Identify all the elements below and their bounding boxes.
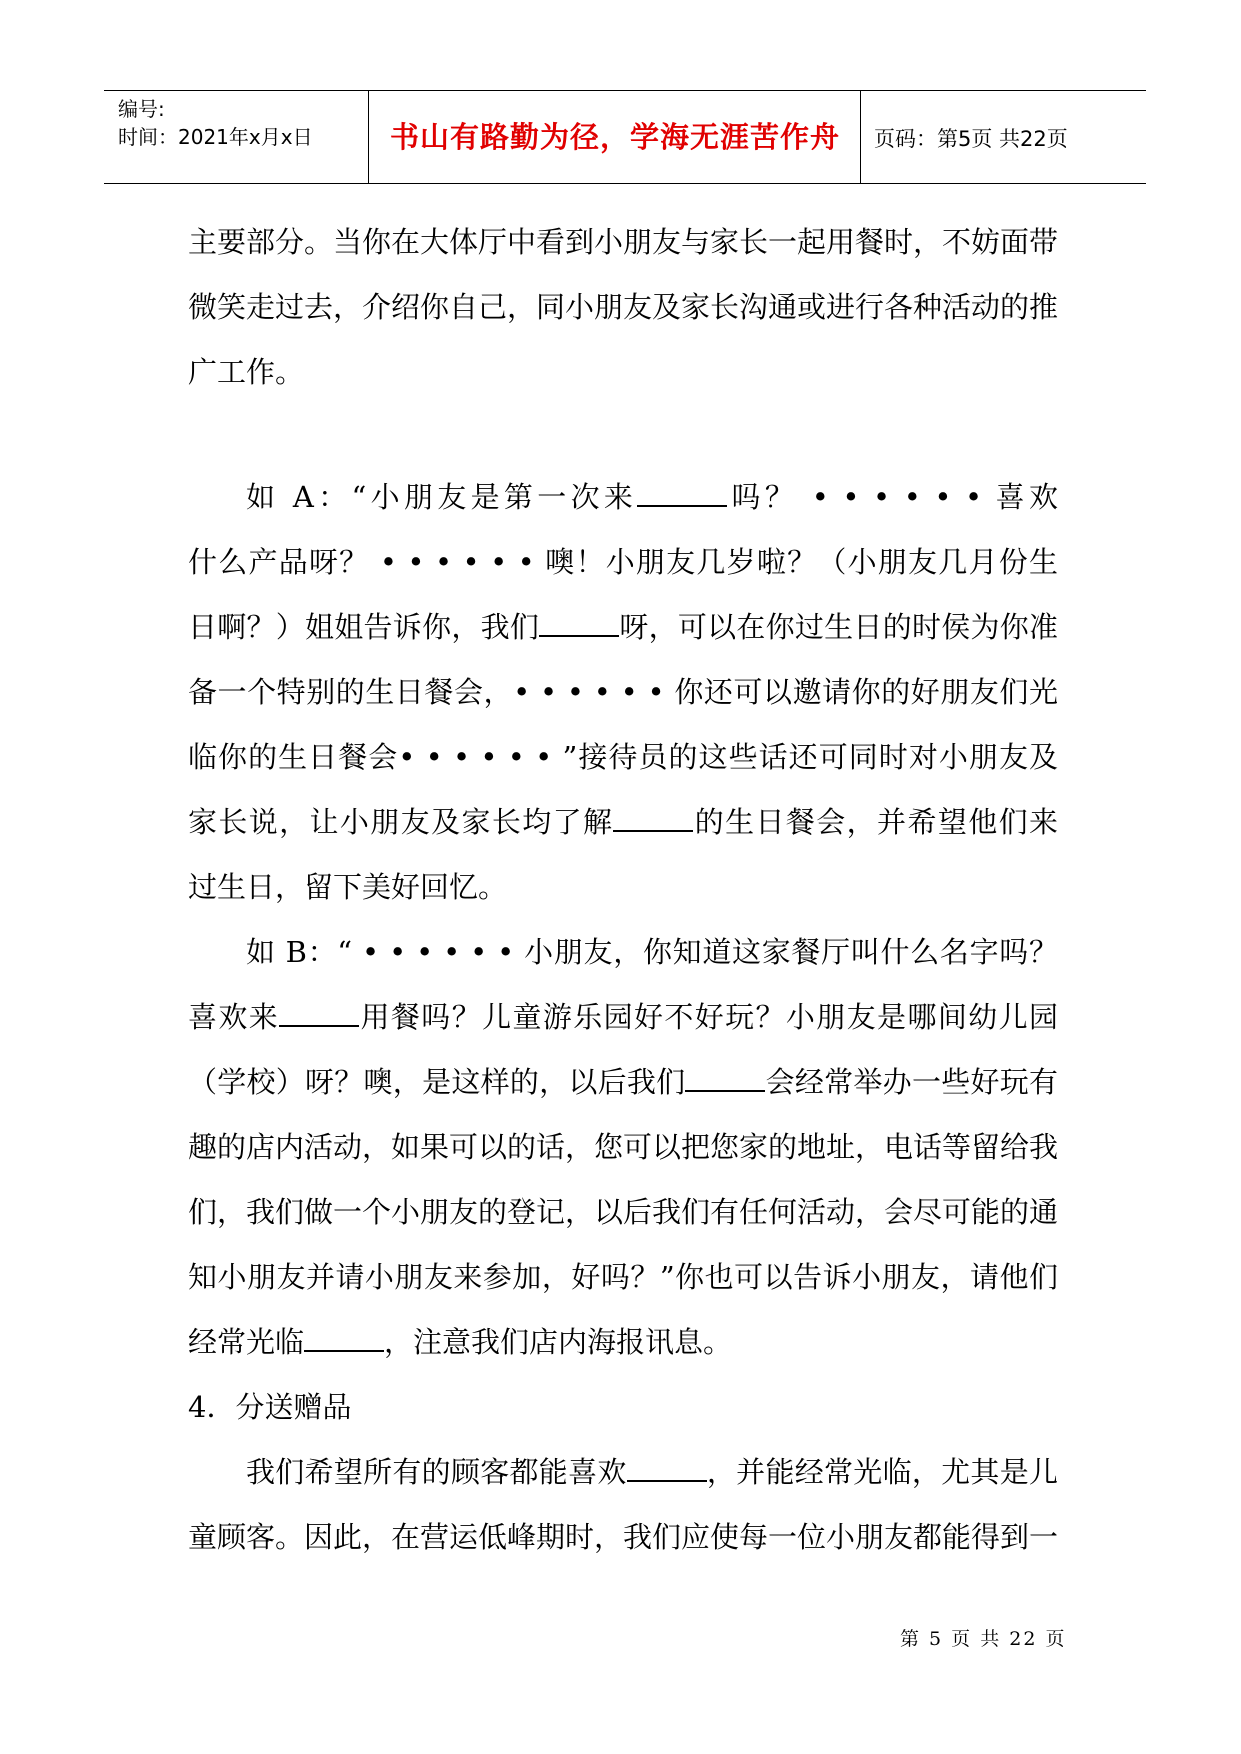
paragraph-b-line bbox=[188, 1050, 1058, 1115]
text-span: 喜欢来 bbox=[188, 1000, 280, 1034]
paragraph-a-line bbox=[188, 790, 1058, 855]
text-span: 家长说，让小朋友及家长均了解 bbox=[188, 805, 614, 839]
paragraph-b-line bbox=[188, 985, 1058, 1050]
paragraph-a-line bbox=[188, 595, 1058, 660]
text-line: 主要部分。当你在大体厅中看到小朋友与家长一起用餐时，不妨面带 bbox=[188, 225, 1058, 259]
text-span: 如 A：“小朋友是第一次来 bbox=[246, 480, 638, 514]
fill-blank bbox=[304, 1320, 384, 1352]
text-span: 日啊？）姐姐告诉你，我们 bbox=[188, 610, 540, 644]
text-line: 广工作。 bbox=[188, 355, 305, 389]
header-divider bbox=[368, 91, 369, 183]
paragraph-a-line bbox=[188, 465, 1058, 530]
text-line: 们，我们做一个小朋友的登记，以后我们有任何活动，会尽可能的通 bbox=[188, 1195, 1058, 1229]
text-line: 什么产品呀？ • • • • • • 噢！小朋友几岁啦？（小朋友几月份生 bbox=[188, 545, 1058, 579]
text-span: 呀，可以在你过生日的时侯为你准 bbox=[619, 610, 1058, 644]
time-label: 时间：2021年x月x日 bbox=[118, 125, 313, 149]
document-body bbox=[188, 210, 1058, 1570]
text-line: 微笑走过去，介绍你自己，同小朋友及家长沟通或进行各种活动的推 bbox=[188, 290, 1058, 324]
text-span: 吗？ • • • • • • 喜欢 bbox=[727, 480, 1058, 514]
text-span: 用餐吗？儿童游乐园好不好玩？小朋友是哪间幼儿园 bbox=[359, 1000, 1058, 1034]
page-header bbox=[104, 90, 1146, 184]
text-span: 我们希望所有的顾客都能喜欢 bbox=[246, 1455, 627, 1489]
text-line: 趣的店内活动，如果可以的话，您可以把您家的地址，电话等留给我 bbox=[188, 1130, 1058, 1164]
paragraph-b-line bbox=[188, 1310, 1058, 1375]
number-label: 编号: bbox=[118, 97, 165, 121]
header-info bbox=[118, 95, 313, 151]
text-span: ，注意我们店内海报讯息。 bbox=[384, 1325, 733, 1359]
fill-blank bbox=[539, 605, 619, 637]
paragraph-c-line bbox=[188, 1440, 1058, 1505]
text-span: 的生日餐会，并希望他们来 bbox=[693, 805, 1058, 839]
page-footer: 第 5 页 共 22 页 bbox=[900, 1628, 1067, 1650]
fill-blank bbox=[613, 800, 693, 832]
text-line: 童顾客。因此，在营运低峰期时，我们应使每一位小朋友都能得到一 bbox=[188, 1520, 1058, 1554]
text-span: （学校）呀？噢，是这样的，以后我们 bbox=[188, 1065, 686, 1099]
text-line: 过生日，留下美好回忆。 bbox=[188, 870, 508, 904]
text-line: 备一个特别的生日餐会，• • • • • • 你还可以邀请你的好朋友们光 bbox=[188, 675, 1058, 709]
header-divider bbox=[860, 91, 861, 183]
text-line: 如 B：“ • • • • • • 小朋友，你知道这家餐厅叫什么名字吗？ bbox=[246, 935, 1058, 969]
text-line: 临你的生日餐会• • • • • • ”接待员的这些话还可同时对小朋友及 bbox=[188, 740, 1058, 774]
text-span: 经常光临 bbox=[188, 1325, 305, 1359]
text-span: 会经常举办一些好玩有 bbox=[765, 1065, 1058, 1099]
fill-blank bbox=[279, 995, 359, 1027]
header-motto: 书山有路勤为径，学海无涯苦作舟 bbox=[389, 120, 840, 154]
text-span: ，并能经常光临，尤其是儿 bbox=[706, 1455, 1058, 1489]
fill-blank bbox=[685, 1060, 765, 1092]
section-heading: 4．分送赠品 bbox=[188, 1390, 352, 1424]
fill-blank bbox=[627, 1450, 707, 1482]
header-page-label: 页码：第5页 共22页 bbox=[874, 127, 1068, 151]
text-line: 知小朋友并请小朋友来参加，好吗？”你也可以告诉小朋友，请他们 bbox=[188, 1260, 1058, 1294]
fill-blank bbox=[637, 475, 727, 507]
